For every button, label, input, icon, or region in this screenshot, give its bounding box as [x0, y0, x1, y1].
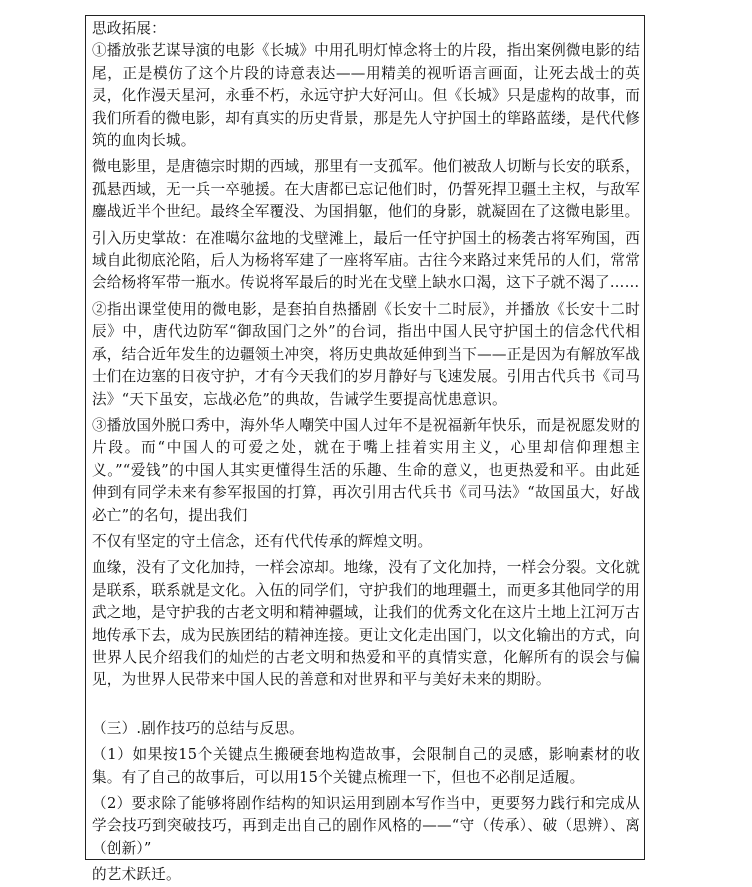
paragraph-2: 微电影里，是唐德宗时期的西域，那里有一支孤军。他们被敌人切断与长安的联系，孤悬西域，无一兵一卒驰援。在大唐都已忘记他们时，仍誓死捍卫疆土主权，与敌军鏖战近半个世纪。最终全军覆没、为国捐躯，他们的身影，就凝固在了这微电影里。 — [92, 158, 640, 221]
paragraph-6: 不仅有坚定的守土信念，还有代代传承的辉煌文明。 — [92, 532, 433, 550]
paragraph-3: 引入历史掌故：在准噶尔盆地的戈壁滩上，最后一任守护国土的杨袭古将军殉国，西域自此彻底沦陷，后人为杨将军建了一座将军庙。古往今来路过来凭吊的人们，常常会给杨将军带一瓶水。传说将军最后的时光在戈壁上缺水口渴，这下子就不渴了…… — [92, 229, 640, 292]
paragraph-11: 的艺术跃迁。 — [92, 866, 181, 884]
paragraph-7: 血缘，没有了文化加持，一样会凉却。地缘，没有了文化加持，一样会分裂。文化就是联系，联系就是文化。入伍的同学们，守护我们的地理疆土，而更多其他同学的用武之地，是守护我的古老文明和精神疆域，让我们的优秀文化在这片土地上江河万古地传承下去，成为民族团结的精神连接。更让文化走出国门，以文化输出的方式，向世界人民介绍我们的灿烂的古老文明和热爱和平的真情实意，化解所有的误会与偏见，为世界人民带来中国人民的善意和对世界和平与美好未来的期盼。 — [92, 559, 640, 689]
section-heading: 思政拓展： — [92, 20, 166, 37]
paragraph-10: （2）要求除了能够将剧作结构的知识运用到剧本写作当中，更要努力践行和完成从学会技巧到突破技巧，再到走出自己的剧作风格的——“守（传承）、破（思辨）、离（创新）” — [92, 795, 640, 857]
paragraph-5: ③播放国外脱口秀中，海外华人嘲笑中国人过年不是祝福新年快乐，而是祝愿发财的片段。而“中国人的可爱之处，就在于嘴上挂着实用主义，心里却信仰理想主义。”“爱钱”的中国人其实更懂得生活的乐趣、生命的意义，也更热爱和平。由此延伸到有同学未来有参军报国的打算，再次引用古代兵书《司马法》“故国虽大，好战必亡”的名句，提出我们 — [92, 416, 640, 524]
subsection-heading: （三）.剧作技巧的总结与反思。 — [92, 719, 304, 737]
paragraph-4: ②指出课堂使用的微电影，是套拍自热播剧《长安十二时辰》，并播放《长安十二时辰》中，唐代边防军“御敌国门之外”的台词，指出中国人民守护国土的信念代代相承，结合近年发生的边疆领土冲突，将历史典故延伸到当下——正是因为有解放军战士们在边塞的日夜守护，才有今天我们的岁月静好与飞速发展。引用古代兵书《司马法》“天下虽安，忘战必危”的典故，告诫学生要提高忧患意识。 — [92, 300, 640, 408]
paragraph-1: ①播放张艺谋导演的电影《长城》中用孔明灯悼念将士的片段，指出案例微电影的结尾，正是模仿了这个片段的诗意表达——用精美的视听语言画面，让死去战士的英灵，化作漫天星河，永垂不朽，永远守护大好河山。但《长城》只是虚构的故事，而我们所看的微电影，却有真实的历史背景，那是先人守护国土的筚路蓝缕，是代代修筑的血肉长城。 — [92, 42, 640, 150]
paragraph-9: （1）如果按15个关键点生搬硬套地构造故事，会限制自己的灵感，影响素材的收集。有了自己的故事后，可以用15个关键点梳理一下，但也不必削足适履。 — [92, 746, 640, 786]
document-body — [92, 18, 640, 887]
